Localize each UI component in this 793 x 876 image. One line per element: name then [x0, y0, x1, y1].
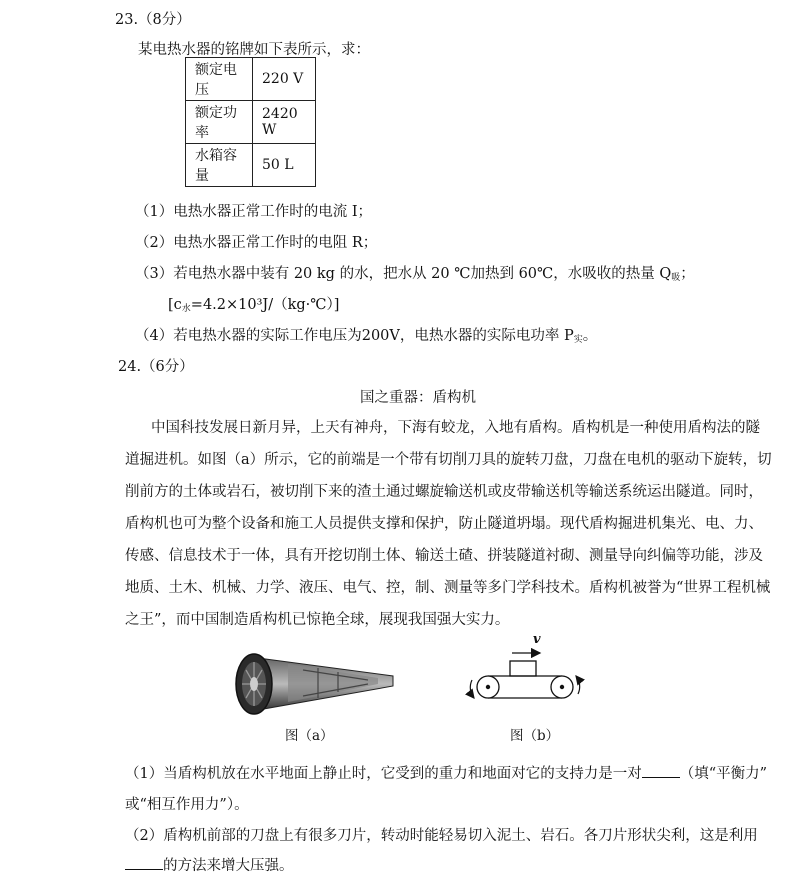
table-value: 220 V	[253, 58, 316, 101]
q24-para-line: 传感、信息技术于一体，具有开挖切削土体、输送土碴、拼装隧道衬砌、测量导向纠偏等功能，涉及	[125, 548, 763, 564]
q23-item-4-text: （4）若电热水器的实际工作电压为200V，电热水器的实际电功率 P	[135, 328, 574, 344]
q23-item-3-end: ；	[680, 266, 695, 282]
constant-sub: 水	[181, 304, 191, 314]
q24-item-2-text: 的方法来增大压强。	[163, 858, 294, 874]
q24-para-line: 道掘进机。如图（a）所示，它的前端是一个带有切削刀具的旋转刀盘，刀盘在电机的驱动下旋转，切	[125, 452, 772, 468]
answer-blank[interactable]	[125, 855, 163, 871]
q24-title: 国之重器：盾构机	[360, 390, 476, 406]
figure-a-label: 图（a）	[285, 728, 334, 744]
figure-b-label: 图（b）	[510, 728, 560, 744]
table-row	[186, 58, 316, 101]
q24-para-line: 中国科技发展日新月异，上天有神舟，下海有蛟龙，入地有盾构。盾构机是一种使用盾构法的隧	[151, 420, 760, 436]
q23-item-2: （2）电热水器正常工作时的电阻 R；	[135, 235, 378, 251]
q23-header: 23.（8分）	[115, 12, 191, 28]
constant-a: [c	[168, 297, 182, 313]
q24-item-1-cont: 或“相互作用力”）。	[125, 797, 249, 813]
q23-item-3-constant	[168, 293, 339, 314]
table-key: 额定电压	[186, 58, 253, 101]
answer-blank[interactable]	[642, 763, 680, 779]
table-key: 水箱容量	[186, 144, 253, 187]
tbm-photo-figure	[228, 640, 398, 720]
q24-item-1	[125, 762, 767, 783]
q24-item-1-text: （1）当盾构机放在水平地面上静止时，它受到的重力和地面对它的支持力是一对	[125, 766, 642, 782]
table-row	[186, 144, 316, 187]
conveyor-belt-diagram	[462, 632, 587, 712]
q24-para-line: 之王”，而中国制造盾构机已惊艳全球，展现我国强大实力。	[125, 612, 510, 628]
constant-b: =4.2×10³J/（kg·℃）]	[190, 297, 340, 313]
table-value: 50 L	[253, 144, 316, 187]
q24-item-1-hint: （填“平衡力”	[679, 766, 768, 782]
block	[510, 661, 536, 676]
q24-item-2-cont	[125, 854, 294, 875]
q24-item-2: （2）盾构机前部的刀盘上有很多刀片，转动时能轻易切入泥土、岩石。各刀片形状尖利，这是利用	[125, 828, 758, 844]
q23-item-4	[135, 324, 597, 345]
velocity-label: v	[533, 632, 541, 647]
q24-para-line: 地质、土木、机械、力学、液压、电气、控，制、测量等多门学科技术。盾构机被誉为“世界工程机械	[125, 580, 771, 596]
table-key: 额定功率	[186, 101, 253, 144]
q23-item-3	[135, 262, 695, 283]
q23-item-3-sub: 吸	[671, 273, 681, 283]
q23-intro: 某电热水器的铭牌如下表所示，求：	[138, 42, 370, 58]
q24-para-line: 盾构机也可为整个设备和施工人员提供支撑和保护，防止隧道坍塌。现代盾构掘进机集光、电、力、	[125, 516, 763, 532]
q24-header: 24.（6分）	[118, 359, 194, 375]
nameplate-table	[185, 57, 316, 187]
table-row	[186, 101, 316, 144]
q23-item-4-end: 。	[582, 328, 598, 344]
q23-item-1: （1）电热水器正常工作时的电流 I；	[135, 204, 373, 220]
q23-item-3-text: （3）若电热水器中装有 20 kg 的水，把水从 20 ℃加热到 60℃，水吸收的热量 Q	[135, 266, 672, 282]
q23-item-4-sub: 实	[573, 335, 583, 345]
table-value: 2420 W	[253, 101, 316, 144]
q24-para-line: 削前方的土体或岩石，被切削下来的渣土通过螺旋输送机或皮带输送机等输送系统运出隧道。同时，	[125, 484, 763, 500]
